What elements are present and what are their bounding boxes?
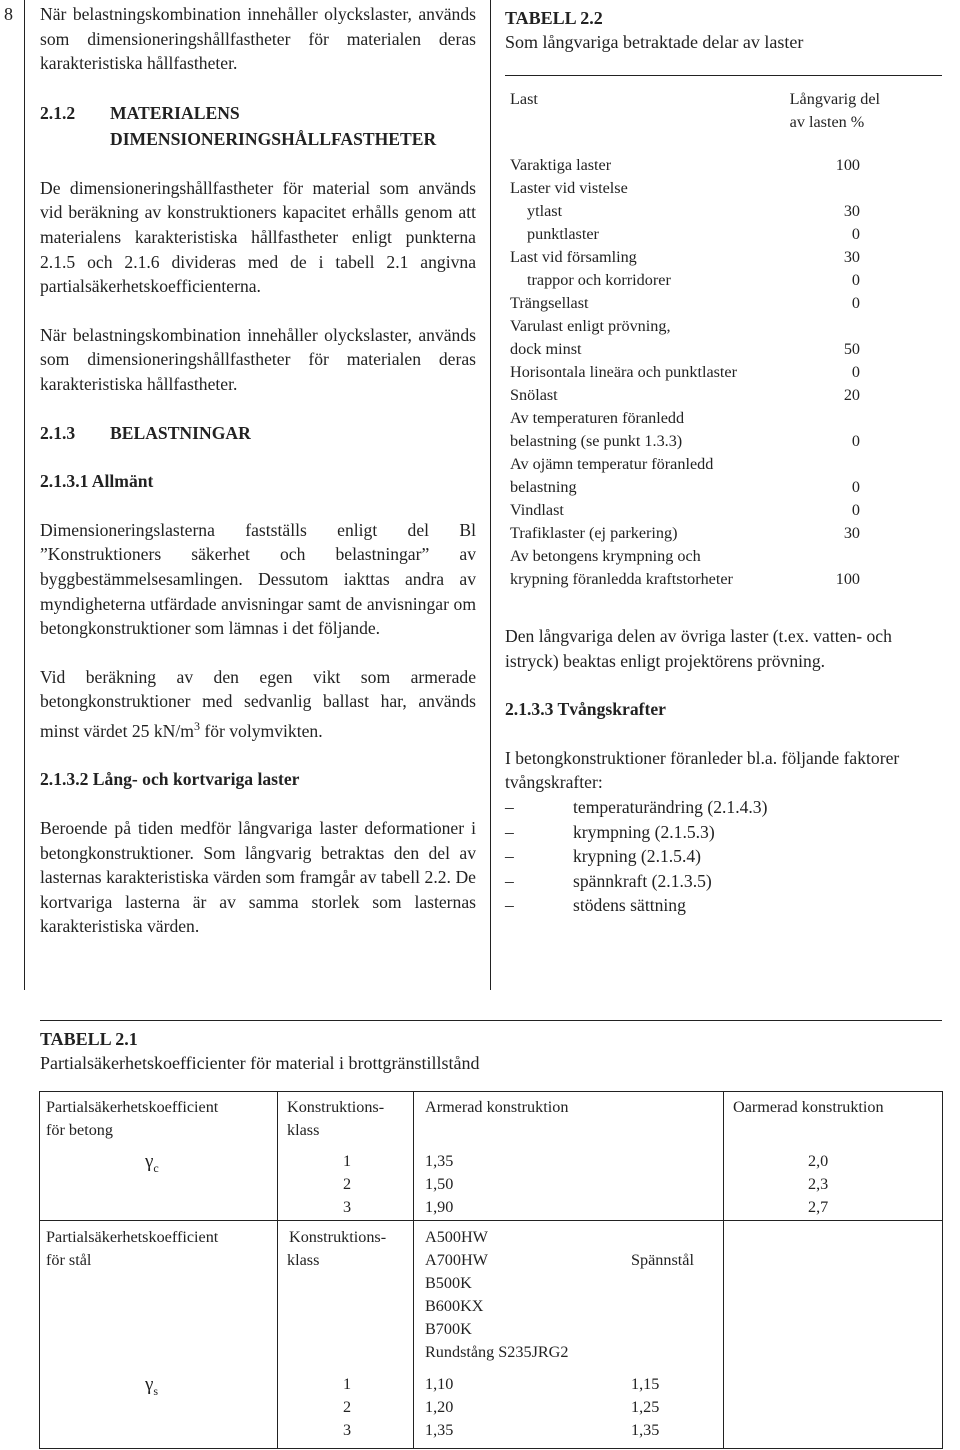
steel-0: A500HW [425, 1228, 488, 1246]
row-value: 0 [851, 501, 860, 519]
row-label: Trafiklaster (ej parkering) [510, 524, 678, 542]
row-value: 30 [843, 524, 860, 542]
row-label: belastning [510, 478, 577, 496]
s-col1-line1: Partialsäkerhetskoefficient [46, 1228, 219, 1246]
paragraph-olyckslaster-2: När belastningskombination innehåller olyckslaster, används som dimensioneringshållfastheter för materialen deras karakteristiska hållfastheter. [40, 324, 476, 394]
gamma-s-sub: s [153, 1383, 159, 1398]
s-class-3: 3 [343, 1421, 352, 1439]
paragraph-dimensionering: De dimensioneringshållfastheter för material som används vid beräkning av konstruktioners kapacitet erhålls genom att materialens karakteristiska hållfastheter enligt punkterna 2.1.5 och 2.1.6 divideras med de i tabell 2.1 angivna partialsäkerhetskoefficienterna. [40, 177, 476, 297]
paragraph-olyckslaster-1: När belastningskombination innehåller olyckslaster, används som dimensioneringshållfastheter för materialen deras karakteristiska hållfastheter. [40, 4, 476, 74]
row-label: Vindlast [510, 501, 564, 519]
row-label: Snölast [510, 386, 558, 404]
row-label: dock minst [510, 340, 582, 358]
s-col2-line2: klass [287, 1251, 320, 1269]
paragraph-langvariga: Beroende på tiden medför långvariga laster deformationer i betongkonstruktioner. Som långvarig betraktas den del av lasternas karakteristiska värden som framgår av tabell 2.2. De kortvariga lasterna är av samma storlek som lasternas karakteristiska värden. [40, 817, 476, 937]
row-label: Last vid församling [510, 248, 637, 266]
egen-vikt-sup: 3 [193, 718, 200, 733]
row-value: 0 [851, 271, 860, 289]
heading-number: 2.1.3 [40, 422, 76, 443]
row-label: ytlast [527, 202, 563, 220]
gamma-c-sub: c [153, 1160, 159, 1175]
row-value: 100 [835, 156, 860, 174]
h-col2-line2: klass [287, 1121, 320, 1139]
list-item: – spännkraft (2.1.3.5) [505, 869, 942, 894]
row-value: 0 [851, 478, 860, 496]
s-armerad-2: 1,20 [425, 1398, 454, 1416]
row-value: 0 [851, 294, 860, 312]
egen-vikt-post: för volymvikten. [199, 720, 323, 741]
page-number: 8 [4, 4, 13, 24]
steel-1: A700HW [425, 1251, 488, 1269]
s-spann-3: 1,35 [631, 1421, 660, 1439]
c-armerad-1: 1,35 [425, 1152, 454, 1170]
paragraph-dimensioneringslaster: Dimensioneringslasterna fastställs enligt del Bl ”Konstruktioners säkerhet och belastningar” av byggbestämmelsesamlingen. Dessutom iakttas andra av myndigheterna utfärdade anvisningar samt de anvisningar om betongkonstruktioner som lämnas i det följande. [40, 519, 476, 639]
h-col2-line1: Konstruktions- [287, 1098, 385, 1116]
c-class-1: 1 [343, 1152, 352, 1170]
paragraph-tvangskrafter: I betongkonstruktioner föranleder bl.a. följande faktorer tvångskrafter: [505, 747, 900, 793]
h-col1-line2: för betong [46, 1121, 113, 1139]
gamma-s-symbol: γ [145, 1374, 154, 1395]
col-langvarig-line1: Långvarig del [789, 90, 880, 108]
s-armerad-1: 1,10 [425, 1375, 454, 1393]
row-label: Av ojämn temperatur föranledd [510, 455, 714, 473]
row-label: krypning föranledda kraftstorheter [510, 570, 733, 588]
c-oarmerad-3: 2,7 [808, 1198, 829, 1216]
row-value: 20 [843, 386, 860, 404]
table-2-1-caption: Partialsäkerhetskoefficienter för material i brottgränstillstånd [40, 1053, 480, 1073]
c-oarmerad-2: 2,3 [808, 1175, 829, 1193]
heading-number: 2.1.2 [40, 102, 76, 123]
h-col1-line1: Partialsäkerhetskoefficient [46, 1098, 219, 1116]
row-label: punktlaster [527, 225, 599, 243]
gamma-s [145, 1373, 158, 1403]
list-item: – stödens sättning [505, 893, 942, 918]
steel-3: B600KX [425, 1297, 484, 1315]
col-last: Last [510, 90, 538, 108]
row-label: Av temperaturen föranledd [510, 409, 685, 427]
h-col4: Oarmerad konstruktion [733, 1098, 884, 1116]
table-2-2-caption: Som långvariga betraktade delar av laster [505, 32, 804, 52]
row-label: Varulast enligt prövning, [510, 317, 671, 335]
s-class-2: 2 [343, 1398, 352, 1416]
c-class-3: 3 [343, 1198, 352, 1216]
h-col3: Armerad konstruktion [425, 1098, 569, 1116]
c-oarmerad-1: 2,0 [808, 1152, 829, 1170]
row-value: 30 [843, 202, 860, 220]
s-col2-line1: Konstruktions- [289, 1228, 387, 1246]
egen-vikt-text: Vid beräkning av den egen vikt som armerade betongkonstruktioner med sedvanlig ballast har, används minst värdet 25 kN/m [40, 666, 476, 741]
s-class-1: 1 [343, 1375, 352, 1393]
row-value: 0 [851, 225, 860, 243]
spannstal-label: Spännstål [631, 1251, 694, 1269]
c-armerad-3: 1,90 [425, 1198, 454, 1216]
table-2-1-label: TABELL 2.1 [40, 1029, 138, 1049]
list-item: – temperaturändring (2.1.4.3) [505, 795, 942, 820]
row-label: trappor och korridorer [527, 271, 671, 289]
heading-text: MATERIALENS DIMENSIONERINGSHÅLLFASTHETER [110, 102, 437, 149]
s-col1-line2: för stål [46, 1251, 92, 1269]
c-class-2: 2 [343, 1175, 352, 1193]
steel-4: B700K [425, 1320, 472, 1338]
row-value: 0 [851, 432, 860, 450]
s-spann-1: 1,15 [631, 1375, 660, 1393]
col-langvarig-line2: av lasten % [789, 113, 865, 131]
gamma-c [145, 1150, 159, 1180]
c-armerad-2: 1,50 [425, 1175, 454, 1193]
row-value: 0 [851, 363, 860, 381]
paragraph-ovriga-laster: Den långvariga delen av övriga laster (t.ex. vatten- och istryck) beaktas enligt projektörens prövning. [505, 626, 892, 671]
steel-5: Rundstång S235JRG2 [425, 1343, 569, 1361]
heading-2-1-3-1: 2.1.3.1 Allmänt [40, 471, 154, 492]
s-armerad-3: 1,35 [425, 1421, 454, 1439]
row-label: Laster vid vistelse [510, 179, 628, 197]
s-spann-2: 1,25 [631, 1398, 660, 1416]
row-value: 50 [843, 340, 860, 358]
row-label: Horisontala lineära och punktlaster [510, 363, 737, 381]
heading-2-1-3-2: 2.1.3.2 Lång- och kortvariga laster [40, 769, 300, 790]
heading-text: BELASTNINGAR [110, 422, 251, 443]
row-value: 100 [835, 570, 860, 588]
gamma-c-symbol: γ [145, 1151, 154, 1172]
row-label: Av betongens krympning och [510, 547, 701, 565]
row-value: 30 [843, 248, 860, 266]
table-2-2-label: TABELL 2.2 [505, 8, 603, 28]
list-item: – krypning (2.1.5.4) [505, 844, 942, 869]
row-label: Varaktiga laster [510, 156, 612, 174]
row-label: belastning (se punkt 1.3.3) [510, 432, 683, 450]
row-label: Trängsellast [510, 294, 589, 312]
list-item: – krympning (2.1.5.3) [505, 820, 942, 845]
heading-2-1-3-3: 2.1.3.3 Tvångskrafter [505, 699, 666, 720]
steel-2: B500K [425, 1274, 472, 1292]
